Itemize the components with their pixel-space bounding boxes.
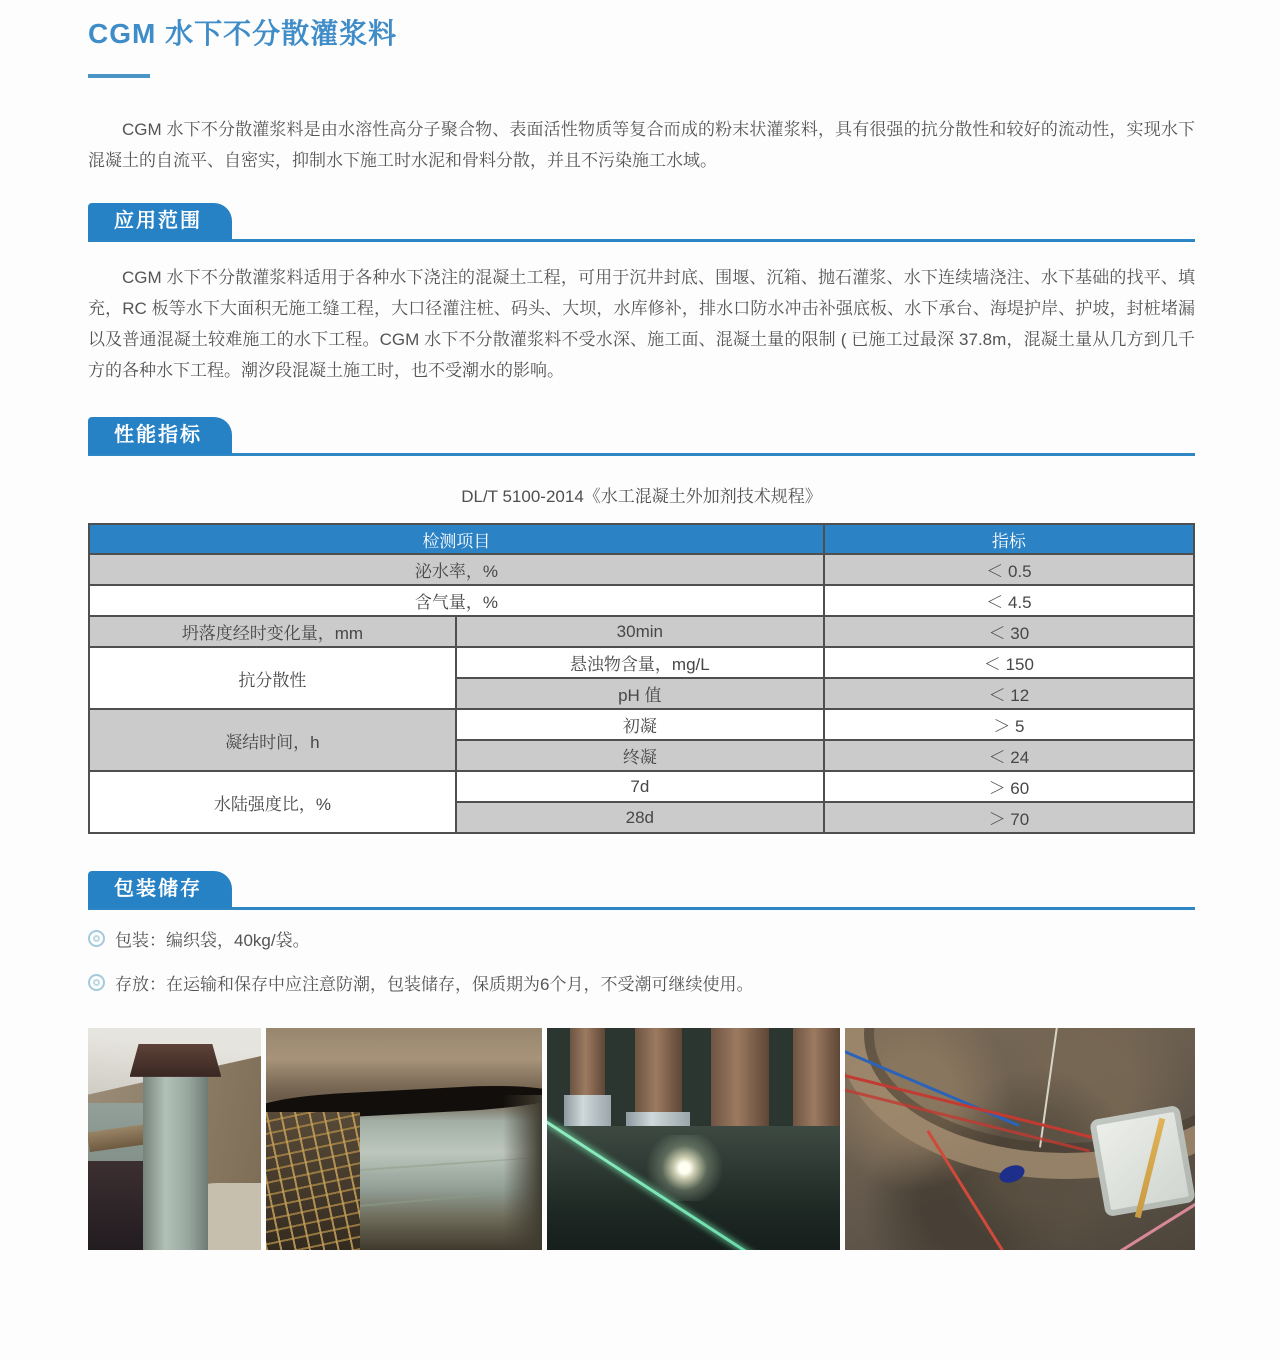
- list-item: [88, 926, 1195, 956]
- photo-night-water-piers-light: [547, 1028, 840, 1250]
- table-row: [89, 771, 1194, 802]
- packaging-bullet: 包装：编织袋，40kg/袋。: [115, 931, 310, 950]
- cell-group: 凝结时间，h: [89, 709, 456, 771]
- ring-bullet-icon: [88, 974, 105, 991]
- intro-paragraph: CGM 水下不分散灌浆料是由水溶性高分子聚合物、表面活性物质等复合而成的粉末状灌浆料，具有很强的抗分散性和较好的流动性，实现水下混凝土的自流平、自密实，抑制水下施工时水泥和骨料分散，并且不污染施工水域。: [88, 120, 1195, 170]
- cell-item: 泌水率，%: [89, 554, 824, 585]
- table-row: [89, 647, 1194, 678]
- ring-bullet-icon: [88, 930, 105, 947]
- shadow-edge-shape: [503, 1095, 542, 1250]
- table-row: [89, 585, 1194, 616]
- cell-group: 水陆强度比，%: [89, 771, 456, 833]
- performance-table: [88, 523, 1195, 834]
- pier-shape: [635, 1028, 682, 1121]
- cell-value: ＜ 24: [824, 740, 1194, 771]
- column-header-item: 检测项目: [89, 524, 824, 554]
- cell-item: 坍落度经时变化量，mm: [89, 616, 456, 647]
- section-head-application: [88, 206, 1195, 242]
- section-badge-performance: 性能指标: [88, 417, 232, 454]
- page-title: CGM 水下不分散灌浆料: [88, 18, 398, 49]
- photo-column-formwork-repair: [266, 1028, 542, 1250]
- section-badge-application: 应用范围: [88, 203, 232, 240]
- standard-caption: DL/T 5100-2014《水工混凝土外加剂技术规程》: [461, 487, 822, 506]
- cell-value: ＜ 12: [824, 678, 1194, 709]
- title-underline: [88, 74, 150, 78]
- table-row: [89, 616, 1194, 647]
- table-row: [89, 554, 1194, 585]
- application-paragraph: CGM 水下不分散灌浆料适用于各种水下浇注的混凝土工程，可用于沉井封底、围堰、沉箱、抛石灌浆、水下连续墙浇注、水下基础的找平、填充，RC 板等水下大面积无施工缝工程，大口径灌注桩、码头、大坝，水库修补，排水口防水冲击补强底板、水下承台、海堤护岸、护坡，封桩堵漏以及普通混凝土较难施工的水下工程。CGM 水下不分散灌浆料不受水深、施工面、混凝土量的限制 ( 已施工过最深 37.8m，混凝土量从几方到几千方的各种水下工程。潮汐段混凝土施工时，也不受潮水的影响。: [88, 268, 1195, 380]
- cell-sub: pH 值: [456, 678, 824, 709]
- photo-mud-pit-cables: [845, 1028, 1195, 1250]
- cell-sub: 7d: [456, 771, 824, 802]
- cell-value: ＜ 150: [824, 647, 1194, 678]
- cell-sub: 终凝: [456, 740, 824, 771]
- steel-pile-shape: [143, 1072, 207, 1250]
- cell-value: ＞ 60: [824, 771, 1194, 802]
- section-head-packaging: [88, 874, 1195, 910]
- photo-strip: [88, 1028, 1195, 1250]
- pier-shape: [570, 1028, 605, 1103]
- cell-sub: 悬浊物含量，mg/L: [456, 647, 824, 678]
- section-head-performance: [88, 420, 1195, 456]
- section-badge-packaging: 包装储存: [88, 871, 232, 908]
- cell-group: 抗分散性: [89, 647, 456, 709]
- storage-bullet: 存放：在运输和保存中应注意防潮，包装储存，保质期为6个月，不受潮可继续使用。: [115, 975, 754, 994]
- cell-sub: 28d: [456, 802, 824, 833]
- cell-value: ＞ 5: [824, 709, 1194, 740]
- mesh-fence-shape: [266, 1112, 360, 1250]
- cell-sub: 初凝: [456, 709, 824, 740]
- cell-item: 含气量，%: [89, 585, 824, 616]
- pile-cap-shape: [130, 1044, 222, 1077]
- cell-value: ＜ 30: [824, 616, 1194, 647]
- cell-value: ＞ 70: [824, 802, 1194, 833]
- column-header-index: 指标: [824, 524, 1194, 554]
- table-row: [89, 709, 1194, 740]
- cell-sub: 30min: [456, 616, 824, 647]
- photo-pile-under-bridge: [88, 1028, 261, 1250]
- cell-value: ＜ 0.5: [824, 554, 1194, 585]
- list-item: [88, 970, 1195, 1000]
- cell-value: ＜ 4.5: [824, 585, 1194, 616]
- table-header-row: [89, 524, 1194, 554]
